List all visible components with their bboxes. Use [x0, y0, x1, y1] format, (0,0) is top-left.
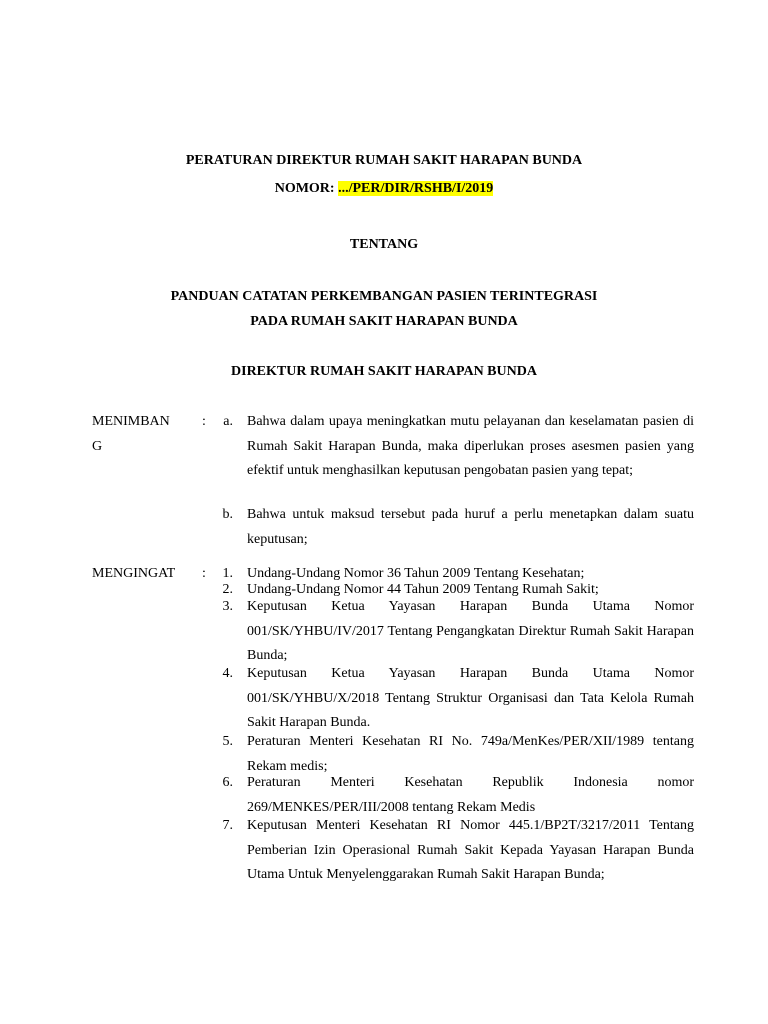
mengingat-item-5-marker: 5.	[222, 734, 233, 749]
mengingat-item-2-text: Undang-Undang Nomor 44 Tahun 2009 Tentang Rumah Sakit;	[247, 582, 599, 597]
menimbang-item-b-marker: b.	[222, 507, 233, 522]
mengingat-item-3-marker: 3.	[222, 599, 233, 614]
mengingat-item-3-text: Keputusan Ketua Yayasan Harapan Bunda Utama Nomor 001/SK/YHBU/IV/2017 Tentang Pengangkatan Direktur Rumah Sakit Harapan Bunda;	[247, 599, 694, 663]
regulation-number	[0, 181, 768, 197]
mengingat-item-4-text: Keputusan Ketua Yayasan Harapan Bunda Utama Nomor 001/SK/YHBU/X/2018 Tentang Struktur Organisasi dan Tata Kelola Rumah Sakit Harapan Bunda.	[247, 666, 694, 730]
mengingat-item-7-text: Keputusan Menteri Kesehatan RI Nomor 445.1/BP2T/3217/2011 Tentang Pemberian Izin Operasional Rumah Sakit Kepada Yayasan Harapan Bunda Utama Untuk Menyelenggarakan Rumah Sakit Harapan Bunda;	[247, 818, 694, 882]
mengingat-item-5-text: Peraturan Menteri Kesehatan RI No. 749a/MenKes/PER/XII/1989 tentang Rekam medis;	[247, 734, 694, 774]
menimbang-colon: :	[202, 414, 206, 429]
mengingat-item-7-marker: 7.	[222, 818, 233, 833]
mengingat-item-2-marker: 2.	[222, 582, 233, 597]
menimbang-label-line2: G	[92, 439, 103, 454]
mengingat-item-1-text: Undang-Undang Nomor 36 Tahun 2009 Tentang Kesehatan;	[247, 566, 585, 581]
menimbang-item-a-marker: a.	[223, 414, 233, 429]
menimbang-item-a-text: Bahwa dalam upaya meningkatkan mutu pelayanan dan keselamatan pasien di Rumah Sakit Harapan Bunda, maka diperlukan proses asesmen pasien yang efektif untuk menghasilkan keputusan pengobatan pasien yang tepat;	[247, 414, 694, 478]
menimbang-item-b-text: Bahwa untuk maksud tersebut pada huruf a perlu menetapkan dalam suatu keputusan;	[247, 507, 694, 547]
issuer-heading: DIREKTUR RUMAH SAKIT HARAPAN BUNDA	[231, 364, 537, 379]
subject-line-1: PANDUAN CATATAN PERKEMBANGAN PASIEN TERINTEGRASI	[170, 289, 598, 304]
regulation-title: PERATURAN DIREKTUR RUMAH SAKIT HARAPAN BUNDA	[185, 153, 583, 168]
nomor-label: NOMOR:	[274, 181, 339, 196]
mengingat-colon: :	[202, 566, 206, 581]
nomor-value-highlighted: .../PER/DIR/RSHB/I/2019	[338, 181, 494, 196]
subject-line-2: PADA RUMAH SAKIT HARAPAN BUNDA	[250, 314, 518, 329]
tentang-heading: TENTANG	[349, 237, 419, 252]
mengingat-label: MENGINGAT	[92, 566, 176, 581]
menimbang-label-line1: MENIMBAN	[92, 414, 170, 429]
mengingat-item-1-marker: 1.	[222, 566, 233, 581]
mengingat-item-6-text: Peraturan Menteri Kesehatan Republik Indonesia nomor 269/MENKES/PER/III/2008 tentang Rekam Medis	[247, 775, 694, 815]
mengingat-item-4-marker: 4.	[222, 666, 233, 681]
mengingat-item-6-marker: 6.	[222, 775, 233, 790]
